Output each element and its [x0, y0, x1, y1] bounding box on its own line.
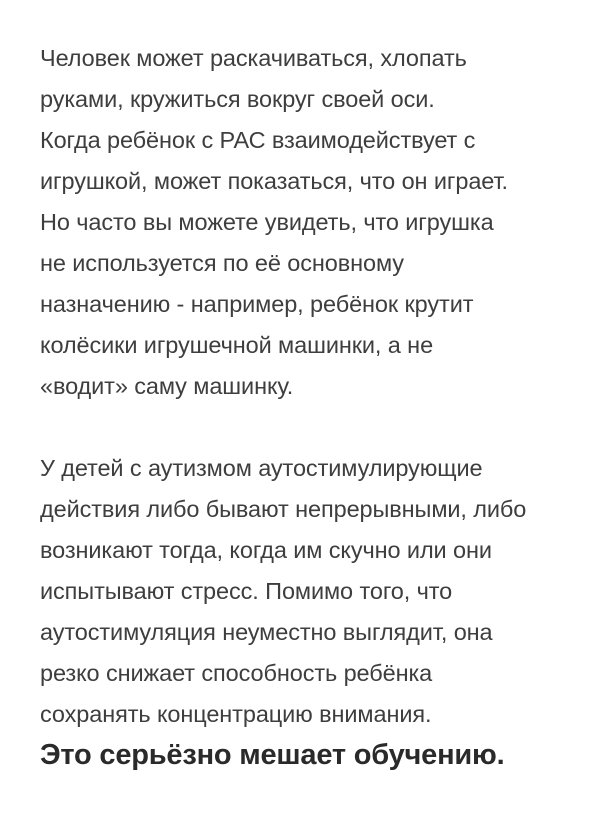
paragraph-2-line: действия либо бывают непрерывными, либо [40, 496, 527, 522]
paragraph-2-line: возникают тогда, когда им скучно или они [40, 537, 492, 563]
paragraph-1-line: Но часто вы можете увидеть, что игрушка [40, 209, 494, 235]
paragraph-2-line: резко снижает способность ребёнка [40, 660, 433, 686]
paragraph-spacer [40, 407, 580, 448]
paragraph-1-line: Человек может раскачиваться, хлопать [40, 45, 467, 71]
paragraph-1 [40, 38, 580, 407]
paragraph-1-line: руками, кружиться вокруг своей оси. [40, 86, 435, 112]
paragraph-1-line: назначению - например, ребёнок крутит [40, 291, 474, 317]
paragraph-1-line: Когда ребёнок с РАС взаимодействует с [40, 127, 476, 153]
paragraph-1-line: игрушкой, может показаться, что он играет. [40, 168, 508, 194]
paragraph-2 [40, 448, 580, 735]
paragraph-1-line: колёсики игрушечной машинки, а не [40, 332, 434, 358]
paragraph-1-line: «водит» саму машинку. [40, 373, 294, 399]
paragraph-2-line: сохранять концентрацию внимания. [40, 701, 432, 727]
paragraph-2-line: У детей с аутизмом аутостимулирующие [40, 455, 483, 481]
paragraph-2-line: испытывают стресс. Помимо того, что [40, 578, 453, 604]
paragraph-2-line: аутостимуляция неуместно выглядит, она [40, 619, 493, 645]
article-body [40, 38, 580, 775]
paragraph-1-line: не используется по её основному [40, 250, 404, 276]
emphasis-statement: Это серьёзно мешает обучению. [40, 739, 505, 771]
